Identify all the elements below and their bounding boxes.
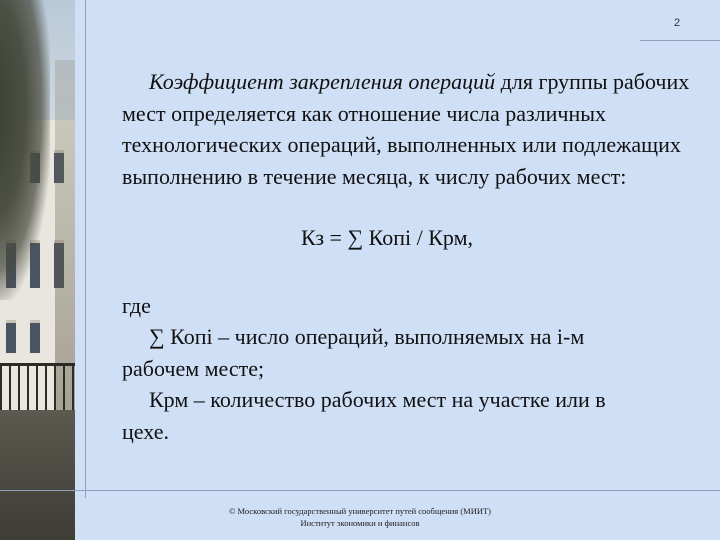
definition-paragraph bbox=[122, 66, 692, 192]
fence bbox=[0, 365, 75, 410]
tree-left bbox=[0, 0, 50, 300]
slide-body bbox=[122, 66, 692, 447]
definition-text: для группы рабочих мест определяется как отношение числа различных технологических операций, выполненных или подлежащих выполнению в течение месяца, к числу рабочих мест: bbox=[122, 69, 690, 189]
footer-rule bbox=[0, 490, 720, 491]
window bbox=[30, 320, 40, 353]
footer bbox=[160, 505, 560, 529]
header-rule bbox=[640, 40, 720, 41]
footer-copyright: © Московский государственный университет путей сообщения (МИИТ) bbox=[228, 506, 492, 516]
slide-number: 2 bbox=[674, 17, 681, 29]
def2-line2: цехе. bbox=[122, 418, 169, 444]
def1-line2: рабочем месте; bbox=[122, 355, 265, 381]
def2-line1: Крм – количество рабочих мест на участке или в bbox=[149, 387, 606, 412]
formula: Кз = ∑ Копi / Крм, bbox=[300, 225, 473, 250]
def1-line1: ∑ Копi – число операций, выполняемых на i-м bbox=[149, 324, 585, 349]
term-italic: Коэффициент закрепления операций bbox=[149, 69, 496, 94]
ground bbox=[0, 410, 75, 540]
footer-institute: Институт экономики и финансов bbox=[300, 518, 420, 528]
window bbox=[6, 320, 16, 353]
building-photo bbox=[0, 0, 75, 540]
where-label: где bbox=[122, 292, 151, 318]
